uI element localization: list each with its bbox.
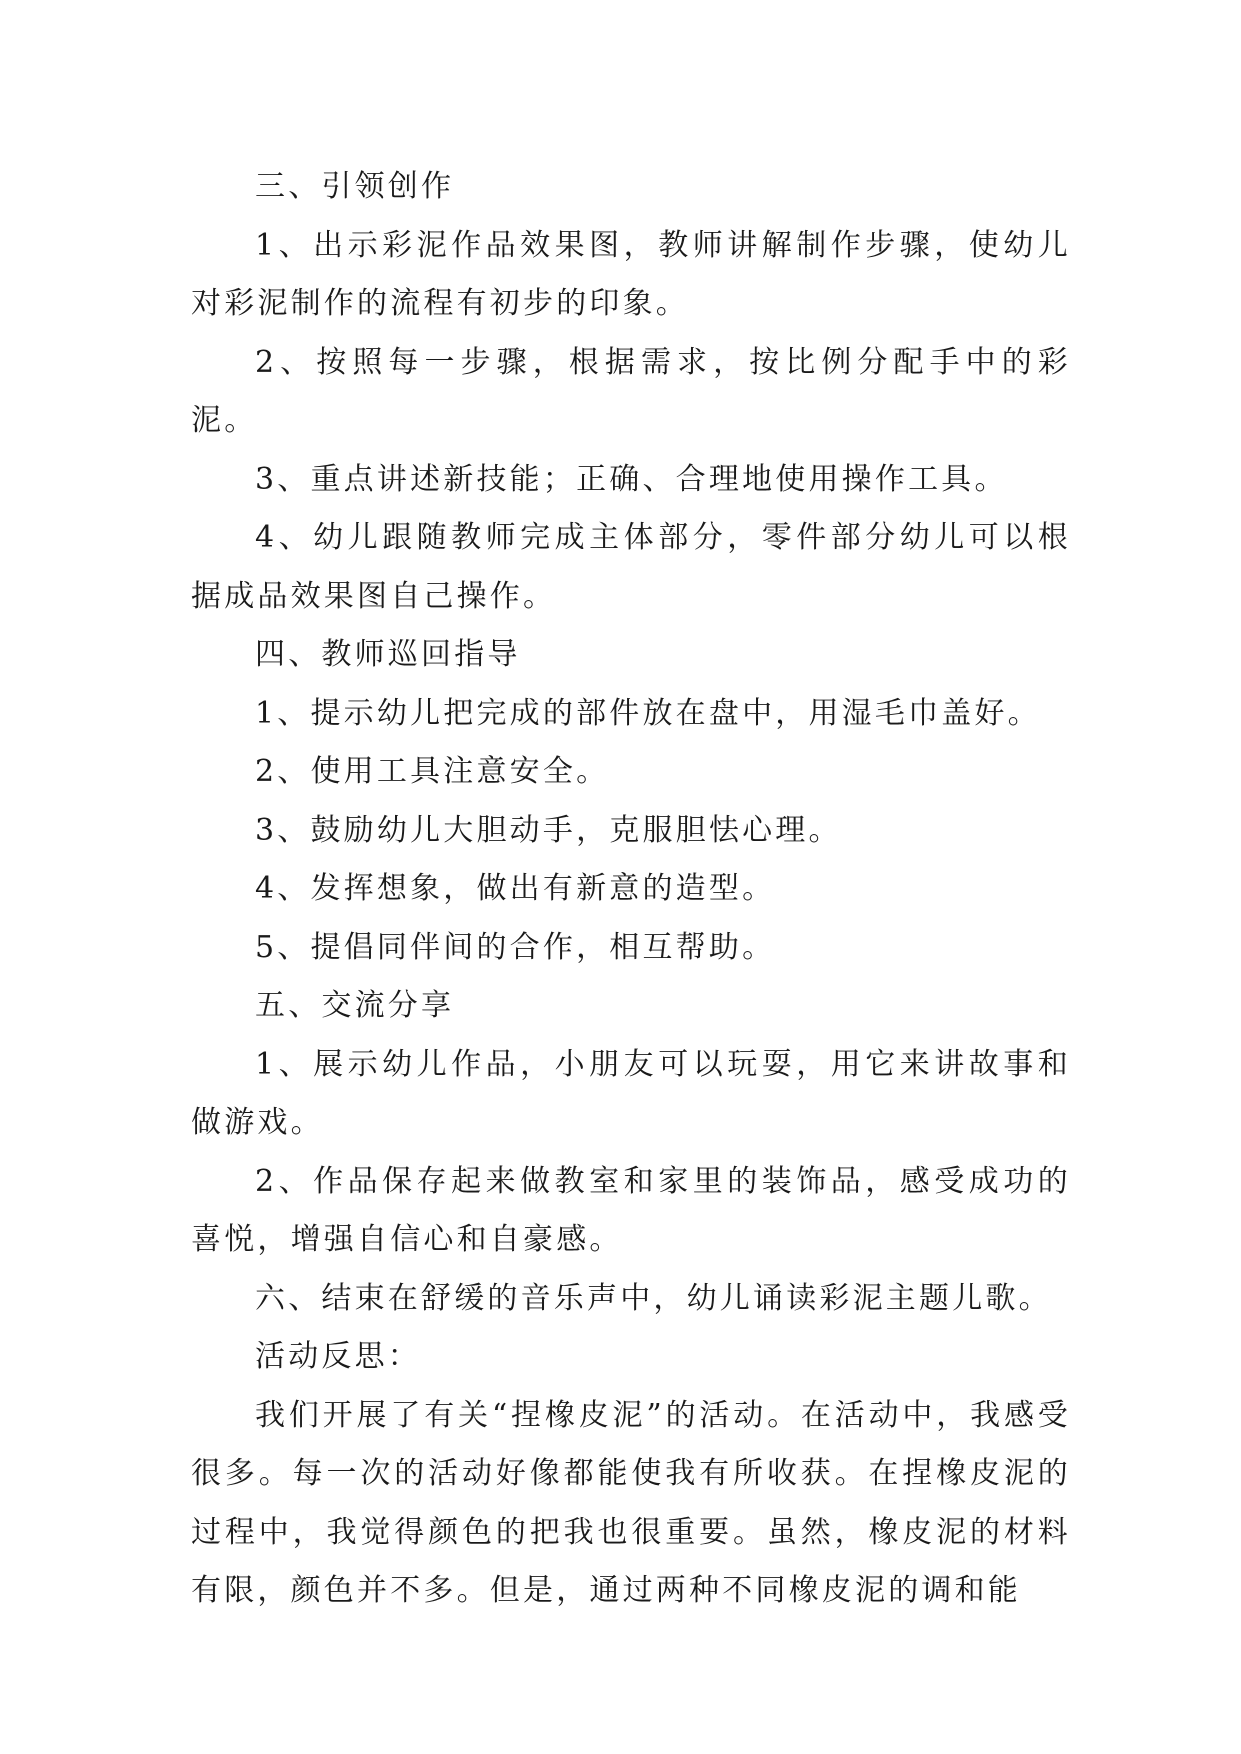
section-heading-ending: 六、结束在舒缓的音乐声中，幼儿诵读彩泥主题儿歌。 bbox=[255, 1280, 1052, 1316]
paragraph-guidance-2: 2、使用工具注意安全。 bbox=[255, 754, 610, 789]
paragraph-guidance-1: 1、提示幼儿把完成的部件放在盘中，用湿毛巾盖好。 bbox=[255, 695, 1041, 731]
paragraph-reflection: 我们开展了有关“捏橡皮泥”的活动。在活动中，我感受很多。每一次的活动好像都能使我有所收获。在捏橡皮泥的过程中，我觉得颜色的把我也很重要。虽然，橡皮泥的材料有限，颜色并不多。但是，通过两种不同橡皮泥的调和能 bbox=[191, 1397, 1071, 1608]
paragraph-sharing-1: 1、展示幼儿作品，小朋友可以玩耍，用它来讲故事和做游戏。 bbox=[191, 1046, 1071, 1140]
paragraph-sharing-2: 2、作品保存起来做教室和家里的装饰品，感受成功的喜悦，增强自信心和自豪感。 bbox=[191, 1163, 1071, 1257]
section-heading-sharing: 五、交流分享 bbox=[255, 988, 455, 1023]
paragraph-step-1: 1、出示彩泥作品效果图，教师讲解制作步骤，使幼儿对彩泥制作的流程有初步的印象。 bbox=[191, 227, 1071, 321]
section-heading-teacher-guidance: 四、教师巡回指导 bbox=[255, 637, 521, 672]
document-body bbox=[191, 158, 1071, 1621]
paragraph-guidance-3: 3、鼓励幼儿大胆动手，克服胆怯心理。 bbox=[255, 812, 842, 848]
paragraph-guidance-5: 5、提倡同伴间的合作，相互帮助。 bbox=[255, 929, 776, 965]
section-heading-guide-creation: 三、引领创作 bbox=[255, 169, 455, 204]
paragraph-step-2: 2、按照每一步骤，根据需求，按比例分配手中的彩泥。 bbox=[191, 344, 1071, 438]
paragraph-step-3: 3、重点讲述新技能；正确、合理地使用操作工具。 bbox=[255, 461, 1008, 497]
paragraph-step-4: 4、幼儿跟随教师完成主体部分，零件部分幼儿可以根据成品效果图自己操作。 bbox=[191, 520, 1071, 614]
section-heading-reflection: 活动反思： bbox=[255, 1339, 421, 1374]
paragraph-guidance-4: 4、发挥想象，做出有新意的造型。 bbox=[255, 871, 776, 906]
